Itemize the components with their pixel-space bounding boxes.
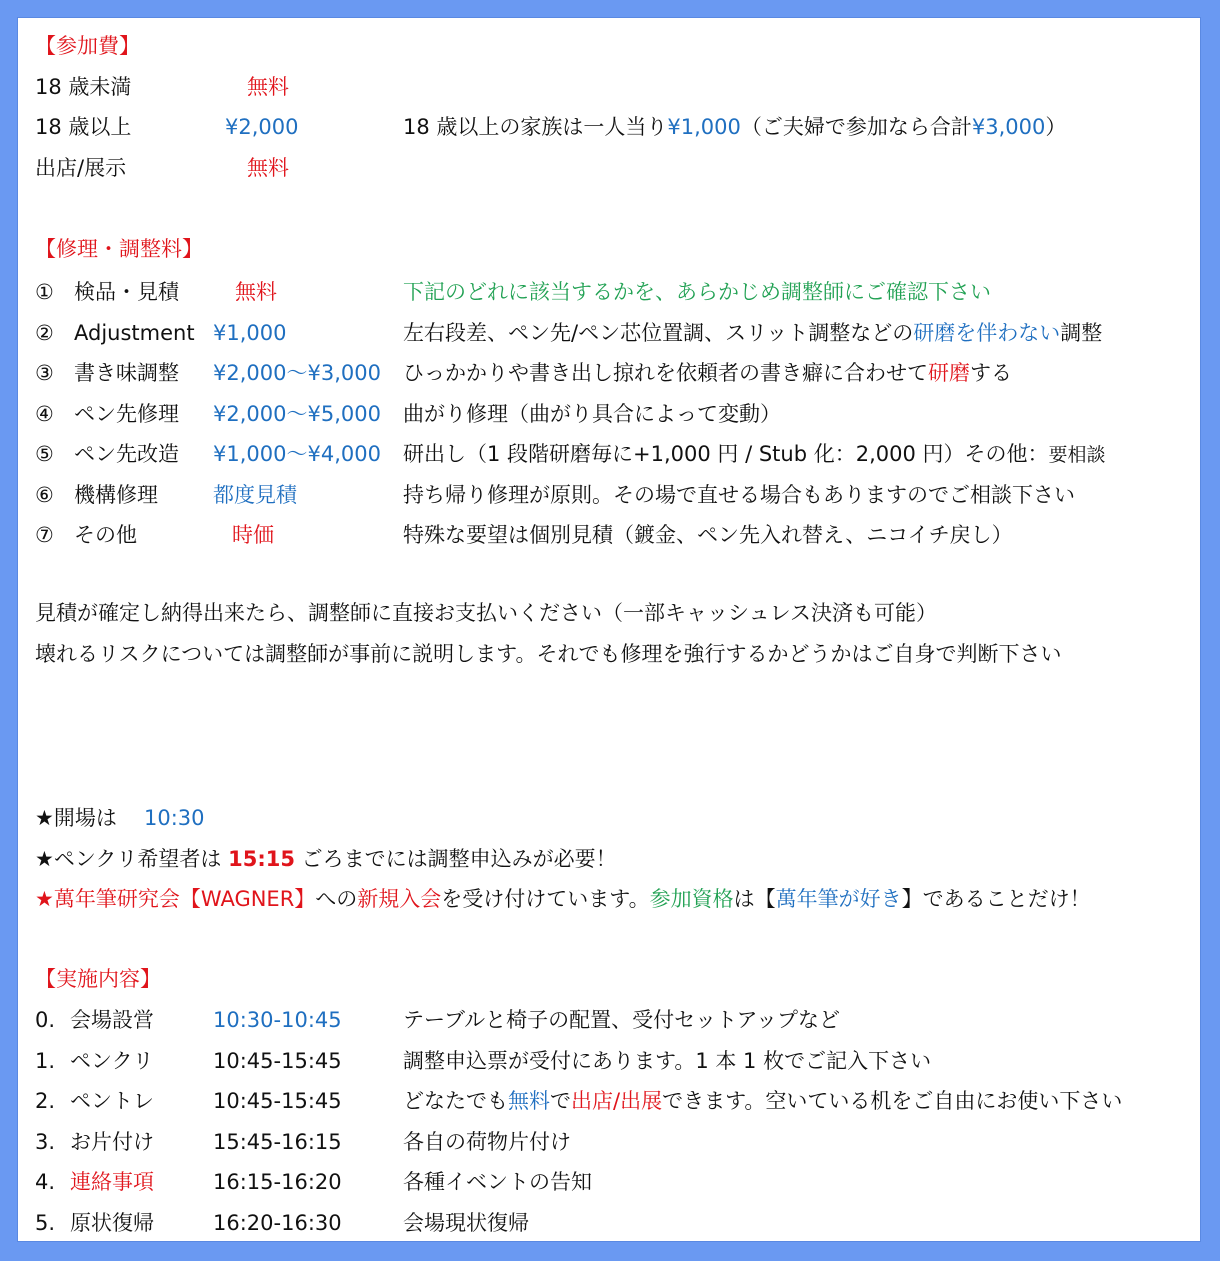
text-span: 出店/展示	[35, 156, 127, 180]
text-span: 【参加費】	[35, 34, 140, 58]
text-span: ごろまでには調整申込みが必要！	[294, 847, 617, 871]
text-span: 研磨を伴わない	[913, 321, 1061, 345]
text-span: ペントレ	[70, 1089, 154, 1113]
text-span: 会場現状復帰	[403, 1211, 529, 1235]
text-span: 機構修理	[74, 483, 158, 507]
text-span: 出店/出展	[571, 1089, 663, 1113]
text-span: ★ペンクリ希望者は	[35, 847, 229, 871]
text-span: ¥1,000	[213, 321, 287, 345]
text-span: ⑤	[35, 442, 54, 466]
text-span: ペンクリ	[70, 1049, 154, 1073]
text-span: を受け付けています。	[441, 887, 650, 911]
text-span: 10:30-10:45	[213, 1008, 342, 1032]
text-span: 左右段差、ペン先/ペン芯位置調、スリット調整などの	[403, 321, 914, 345]
text-span: ③	[35, 361, 54, 385]
text-span: 無料	[247, 75, 289, 99]
text-span	[403, 358, 1012, 388]
text-span: 【修理・調整料】	[35, 237, 203, 261]
text-span: 都度見積	[213, 483, 297, 507]
text-span: 特殊な要望は個別見積（鍍金、ペン先入れ替え、ニコイチ戻し）	[403, 523, 1013, 547]
text-span: 各種イベントの告知	[403, 1170, 592, 1194]
text-span: 10:45-15:45	[213, 1049, 342, 1073]
text-span: 見積が確定し納得出来たら、調整師に直接お支払いください（一部キャッシュレス決済も可能）	[35, 601, 937, 625]
text-span: できます。空いている机をご自由にお使い下さい	[662, 1089, 1123, 1113]
text-span: 会場設営	[70, 1008, 154, 1032]
text-span: 4.	[35, 1170, 56, 1194]
text-span: ¥2,000～¥3,000	[213, 361, 381, 385]
text-span: ⑦	[35, 523, 54, 547]
text-span	[403, 318, 1102, 348]
text-span: お片付け	[70, 1130, 154, 1154]
text-span: で	[550, 1089, 571, 1113]
text-span: 10:30	[144, 806, 205, 830]
text-span: 研磨	[928, 361, 970, 385]
text-span: 壊れるリスクについては調整師が事前に説明します。それでも修理を強行するかどうかはご自身で判断下さい	[35, 642, 1062, 666]
text-span: 時価	[232, 523, 274, 547]
text-span: ②	[35, 321, 54, 345]
text-span: 3.	[35, 1130, 56, 1154]
text-span: 1.	[35, 1049, 56, 1073]
text-span: 下記のどれに該当するかを、あらかじめ調整師にご確認下さい	[403, 280, 991, 304]
text-span: 15:15	[228, 847, 295, 871]
text-span	[35, 884, 1091, 914]
text-span: 16:15-16:20	[213, 1170, 342, 1194]
text-span: 】であることだけ！	[901, 887, 1091, 911]
text-span: ¥1,000～¥4,000	[213, 442, 381, 466]
text-span: への	[315, 887, 358, 911]
text-span: 15:45-16:15	[213, 1130, 342, 1154]
text-span: 18 歳以上の家族は一人当り	[403, 115, 668, 139]
text-span: その他	[74, 523, 137, 547]
text-span: 持ち帰り修理が原則。その場で直せる場合もありますのでご相談下さい	[403, 483, 1075, 507]
text-span: 萬年筆が好き	[775, 887, 902, 911]
text-span: 検品・見積	[74, 280, 179, 304]
text-span: 書き味調整	[74, 361, 179, 385]
text-span: 無料	[235, 280, 277, 304]
text-span: Adjustment	[74, 321, 195, 345]
text-span: 18 歳以上	[35, 115, 132, 139]
text-span: 16:20-16:30	[213, 1211, 342, 1235]
text-span: 要相談	[1048, 444, 1106, 466]
text-span: は【	[733, 887, 776, 911]
text-span: 調整	[1060, 321, 1103, 345]
text-span: ペン先修理	[74, 402, 179, 426]
document-page	[18, 18, 1200, 1241]
text-span: 各自の荷物片付け	[403, 1130, 571, 1154]
text-span: ）	[1045, 115, 1067, 139]
text-span: ¥2,000	[225, 115, 299, 139]
text-span: 0.	[35, 1008, 56, 1032]
text-span: テーブルと椅子の配置、受付セットアップなど	[403, 1008, 841, 1032]
text-span: 2.	[35, 1089, 56, 1113]
text-span: 調整申込票が受付にあります。1 本 1 枚でご記入下さい	[403, 1049, 932, 1073]
text-span: 曲がり修理（曲がり具合によって変動）	[403, 402, 781, 426]
text-span: する	[970, 361, 1012, 385]
text-span: 無料	[247, 156, 289, 180]
text-span: 【実施内容】	[35, 967, 161, 991]
text-span: ⑥	[35, 483, 54, 507]
text-span	[403, 439, 1106, 470]
text-span: 10:45-15:45	[213, 1089, 342, 1113]
text-span: 新規入会	[357, 887, 442, 911]
text-span: ④	[35, 402, 54, 426]
text-span: 18 歳未満	[35, 75, 132, 99]
text-span	[35, 844, 617, 874]
text-span: ¥2,000～¥5,000	[213, 402, 381, 426]
text-span: ①	[35, 280, 54, 304]
text-span: ★開場は	[35, 806, 117, 830]
text-span: ¥3,000	[971, 115, 1046, 139]
text-span: 連絡事項	[70, 1170, 154, 1194]
text-span: ¥1,000	[667, 115, 741, 139]
text-span: ペン先改造	[74, 442, 179, 466]
text-span: 5.	[35, 1211, 56, 1235]
text-span: どなたでも	[403, 1089, 508, 1113]
text-span	[403, 1086, 1122, 1116]
text-span: 原状復帰	[70, 1211, 154, 1235]
text-span: 無料	[508, 1089, 550, 1113]
text-span: 参加資格	[649, 887, 734, 911]
text-span: ひっかかりや書き出し掠れを依頼者の書き癖に合わせて	[403, 361, 928, 385]
text-span: 研出し（1 段階研磨毎に+1,000 円 / Stub 化：2,000 円）その他：	[403, 442, 1049, 466]
fee-note	[403, 112, 1066, 142]
text-span: ★萬年筆研究会【WAGNER】	[35, 887, 316, 911]
text-span: （ご夫婦で参加なら合計	[740, 115, 972, 139]
